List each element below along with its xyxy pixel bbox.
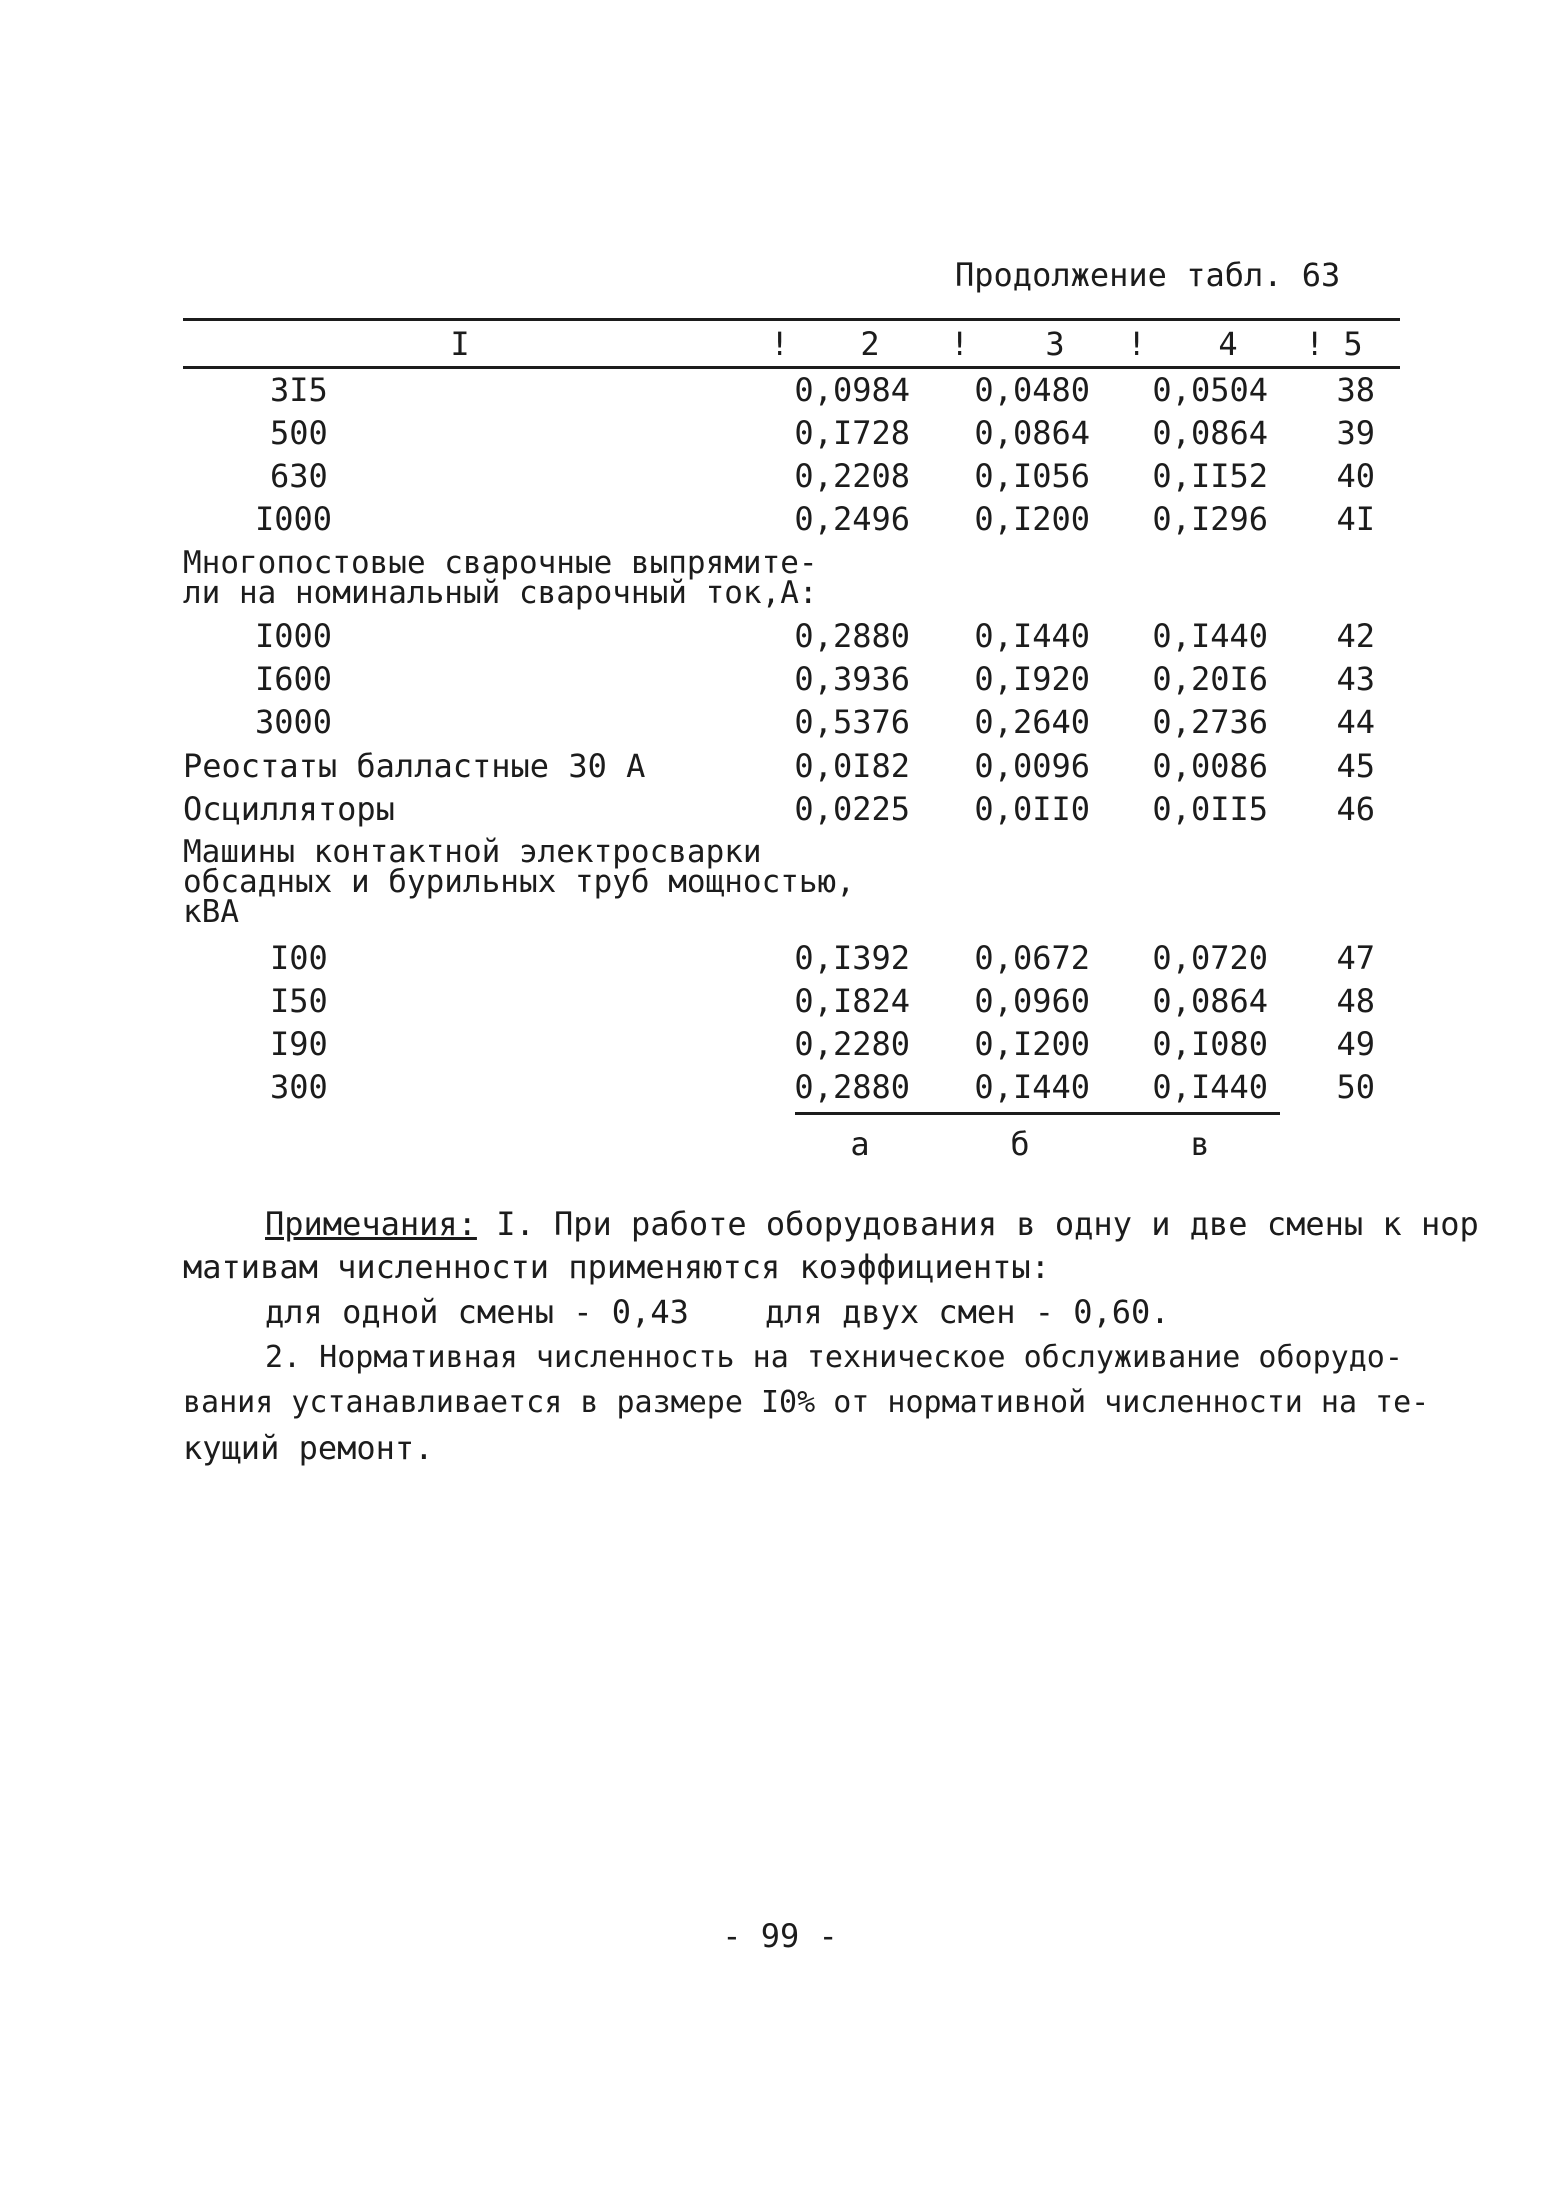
note-1-one-shift: для одной смены - 0,43 (265, 1293, 689, 1331)
row-label: 630 (270, 457, 328, 495)
cell-col-3: 0,I920 (974, 660, 1090, 698)
row-label: I90 (270, 1025, 328, 1063)
row-label: 300 (270, 1068, 328, 1106)
cell-col-5: 45 (1336, 747, 1375, 785)
header-col-4: 4 (1218, 325, 1238, 363)
cell-col-5: 40 (1336, 457, 1375, 495)
cell-col-3: 0,2640 (974, 703, 1090, 741)
cell-col-3: 0,I200 (974, 1025, 1090, 1063)
cell-col-4: 0,2736 (1152, 703, 1268, 741)
cell-col-5: 39 (1336, 414, 1375, 452)
cell-col-5: 46 (1336, 790, 1375, 828)
cell-col-2: 0,2280 (794, 1025, 910, 1063)
cell-col-3: 0,I440 (974, 617, 1090, 655)
cell-col-3: 0,I056 (974, 457, 1090, 495)
group-heading-line: ли на номинальный сварочный ток,А: (183, 575, 818, 611)
cell-col-2: 0,I728 (794, 414, 910, 452)
cell-col-4: 0,0II5 (1152, 790, 1268, 828)
cell-col-4: 0,0720 (1152, 939, 1268, 977)
cell-col-4: 0,0504 (1152, 371, 1268, 409)
header-col-5: 5 (1343, 325, 1363, 363)
cell-col-3: 0,0672 (974, 939, 1090, 977)
note-1-line-2: мативам численности применяются коэффициенты: (183, 1248, 1050, 1286)
cell-col-3: 0,0480 (974, 371, 1090, 409)
header-separator: ! (770, 325, 790, 363)
cell-col-2: 0,0I82 (794, 747, 910, 785)
cell-col-5: 44 (1336, 703, 1375, 741)
column-letter-b: б (1010, 1125, 1030, 1163)
header-col-2: 2 (860, 325, 880, 363)
cell-col-5: 42 (1336, 617, 1375, 655)
header-col-1: I (450, 325, 470, 363)
group-heading-line: кВА (183, 894, 239, 930)
cell-col-2: 0,2880 (794, 1068, 910, 1106)
columns-bottom-rule (795, 1112, 1280, 1115)
header-top-rule (183, 318, 1400, 321)
header-separator: ! (1127, 325, 1147, 363)
note-1-text: I. При работе оборудования в одну и две смены к нор (476, 1205, 1479, 1243)
row-label: I000 (255, 617, 333, 655)
cell-col-5: 50 (1336, 1068, 1375, 1106)
row-label: 3000 (255, 703, 333, 741)
cell-col-5: 48 (1336, 982, 1375, 1020)
cell-col-2: 0,2496 (794, 500, 910, 538)
cell-col-4: 0,I080 (1152, 1025, 1268, 1063)
page-number: - 99 - (722, 1917, 838, 1955)
cell-col-4: 0,0864 (1152, 982, 1268, 1020)
cell-col-4: 0,0864 (1152, 414, 1268, 452)
cell-col-5: 49 (1336, 1025, 1375, 1063)
row-label: 3I5 (270, 371, 328, 409)
column-letter-c: в (1190, 1125, 1210, 1163)
row-label: I000 (255, 500, 333, 538)
cell-col-4: 0,0086 (1152, 747, 1268, 785)
cell-col-3: 0,0960 (974, 982, 1090, 1020)
cell-col-3: 0,0II0 (974, 790, 1090, 828)
cell-col-4: 0,II52 (1152, 457, 1268, 495)
group-heading-line: обсадных и бурильных труб мощностью, (183, 864, 855, 900)
group-heading-line: Многопостовые сварочные выпрямите- (183, 545, 818, 581)
row-label: 500 (270, 414, 328, 452)
cell-col-2: 0,5376 (794, 703, 910, 741)
header-separator: ! (950, 325, 970, 363)
cell-col-2: 0,2208 (794, 457, 910, 495)
cell-col-3: 0,I200 (974, 500, 1090, 538)
notes-heading: Примечания: (265, 1205, 477, 1243)
note-1-two-shifts: для двух смен - 0,60. (765, 1293, 1170, 1331)
table-caption: Продолжение табл. 63 (955, 256, 1341, 294)
cell-col-5: 4I (1336, 500, 1375, 538)
note-2-line-2: вания устанавливается в размере I0% от нормативной численности на те- (183, 1385, 1430, 1420)
header-col-3: 3 (1045, 325, 1065, 363)
cell-col-3: 0,0096 (974, 747, 1090, 785)
cell-col-2: 0,2880 (794, 617, 910, 655)
cell-col-2: 0,0984 (794, 371, 910, 409)
cell-col-4: 0,20I6 (1152, 660, 1268, 698)
notes-line-1 (265, 1206, 1479, 1242)
cell-col-5: 43 (1336, 660, 1375, 698)
cell-col-4: 0,I440 (1152, 617, 1268, 655)
row-label: I50 (270, 982, 328, 1020)
row-label: Реостаты балластные 30 А (183, 747, 646, 785)
group-heading-line: Машины контактной электросварки (183, 834, 762, 870)
cell-col-4: 0,I440 (1152, 1068, 1268, 1106)
row-label: Осцилляторы (183, 790, 395, 828)
header-bottom-rule (183, 366, 1400, 369)
cell-col-5: 47 (1336, 939, 1375, 977)
header-separator: ! (1305, 325, 1325, 363)
row-label: I600 (255, 660, 333, 698)
cell-col-2: 0,0225 (794, 790, 910, 828)
cell-col-2: 0,I392 (794, 939, 910, 977)
cell-col-3: 0,0864 (974, 414, 1090, 452)
note-2-line-3: кущий ремонт. (183, 1429, 434, 1467)
note-2-line-1: 2. Нормативная численность на техническое обслуживание оборудо- (265, 1340, 1403, 1375)
column-letter-a: а (850, 1125, 870, 1163)
cell-col-3: 0,I440 (974, 1068, 1090, 1106)
cell-col-2: 0,I824 (794, 982, 910, 1020)
row-label: I00 (270, 939, 328, 977)
cell-col-2: 0,3936 (794, 660, 910, 698)
cell-col-4: 0,I296 (1152, 500, 1268, 538)
cell-col-5: 38 (1336, 371, 1375, 409)
